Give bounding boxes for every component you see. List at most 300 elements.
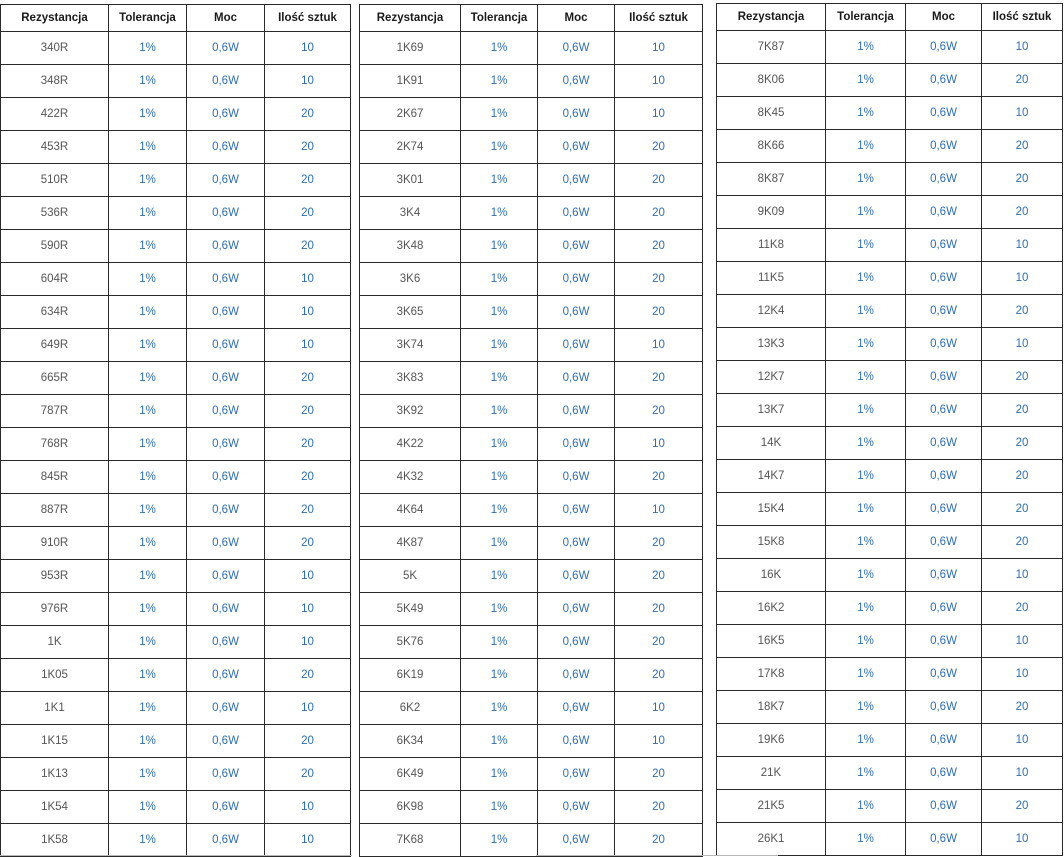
cell-quantity: 10 [265,329,351,362]
cell-quantity: 20 [265,164,351,197]
cell-quantity: 10 [265,263,351,296]
table-row [1,98,351,131]
cell-power: 0,6W [187,626,265,659]
cell-power: 0,6W [538,197,615,230]
cell-tolerance: 1% [109,461,187,494]
cell-resistance: 6K2 [360,692,461,725]
cell-power: 0,6W [187,527,265,560]
cell-resistance: 14K [717,427,826,460]
cell-quantity: 10 [265,824,351,857]
cell-quantity: 20 [615,395,703,428]
cell-quantity: 20 [615,197,703,230]
header-power: Moc [538,5,615,32]
cell-power: 0,6W [906,361,982,394]
cell-resistance: 1K13 [1,758,109,791]
cell-resistance: 665R [1,362,109,395]
cell-resistance: 17K8 [717,658,826,691]
cell-quantity: 20 [615,626,703,659]
cell-tolerance: 1% [826,790,906,823]
table-row [717,97,1063,130]
cell-tolerance: 1% [109,758,187,791]
cell-resistance: 590R [1,230,109,263]
cell-tolerance: 1% [461,395,538,428]
cell-quantity: 20 [265,461,351,494]
cell-resistance: 3K83 [360,362,461,395]
cell-quantity: 10 [615,428,703,461]
cell-tolerance: 1% [109,560,187,593]
cell-power: 0,6W [187,131,265,164]
cell-power: 0,6W [187,329,265,362]
cell-tolerance: 1% [461,560,538,593]
cell-resistance: 13K3 [717,328,826,361]
cell-resistance: 15K4 [717,493,826,526]
cell-power: 0,6W [538,626,615,659]
cell-resistance: 5K [360,560,461,593]
resistor-table-3 [716,3,1063,856]
cell-tolerance: 1% [826,31,906,64]
cell-quantity: 10 [615,725,703,758]
cell-power: 0,6W [538,32,615,65]
cell-power: 0,6W [187,98,265,131]
table-row [717,163,1063,196]
table-row [360,791,703,824]
cell-power: 0,6W [538,164,615,197]
cell-resistance: 887R [1,494,109,527]
cell-tolerance: 1% [461,692,538,725]
cell-power: 0,6W [906,394,982,427]
cell-tolerance: 1% [826,724,906,757]
header-tolerance: Tolerancja [109,5,187,32]
cell-tolerance: 1% [461,131,538,164]
cell-quantity: 20 [615,164,703,197]
cell-quantity: 10 [265,32,351,65]
cell-tolerance: 1% [109,230,187,263]
cell-quantity: 10 [982,757,1063,790]
cell-quantity: 20 [982,592,1063,625]
cell-tolerance: 1% [461,98,538,131]
cell-tolerance: 1% [826,163,906,196]
cell-power: 0,6W [538,824,615,857]
cell-tolerance: 1% [109,65,187,98]
resistor-table-1 [0,4,351,857]
cell-quantity: 10 [615,32,703,65]
divider-line [0,855,352,856]
cell-power: 0,6W [906,724,982,757]
table-row [1,428,351,461]
cell-quantity: 10 [265,560,351,593]
cell-tolerance: 1% [461,824,538,857]
table-row [360,65,703,98]
cell-resistance: 8K06 [717,64,826,97]
cell-tolerance: 1% [109,626,187,659]
cell-quantity: 10 [982,31,1063,64]
cell-power: 0,6W [187,593,265,626]
cell-quantity: 20 [265,494,351,527]
table-row [1,65,351,98]
cell-power: 0,6W [906,229,982,262]
cell-resistance: 19K6 [717,724,826,757]
table-row [1,593,351,626]
cell-power: 0,6W [906,328,982,361]
cell-resistance: 4K64 [360,494,461,527]
cell-resistance: 1K15 [1,725,109,758]
table-row [360,659,703,692]
cell-power: 0,6W [906,691,982,724]
table-row [717,64,1063,97]
table-row [1,560,351,593]
cell-tolerance: 1% [826,625,906,658]
cell-tolerance: 1% [826,757,906,790]
cell-quantity: 20 [982,460,1063,493]
table-row [360,692,703,725]
table-row [1,758,351,791]
table-row [717,31,1063,64]
cell-resistance: 4K87 [360,527,461,560]
cell-power: 0,6W [538,263,615,296]
cell-resistance: 7K68 [360,824,461,857]
table-row [360,395,703,428]
cell-resistance: 3K4 [360,197,461,230]
cell-power: 0,6W [187,560,265,593]
cell-resistance: 1K05 [1,659,109,692]
cell-power: 0,6W [187,791,265,824]
cell-quantity: 20 [982,163,1063,196]
cell-quantity: 20 [982,295,1063,328]
cell-resistance: 649R [1,329,109,362]
cell-quantity: 20 [615,593,703,626]
cell-tolerance: 1% [826,592,906,625]
header-resistance: Rezystancja [717,4,826,31]
table-header-row [717,4,1063,31]
cell-quantity: 20 [265,230,351,263]
table-header-row [360,5,703,32]
cell-power: 0,6W [187,230,265,263]
cell-quantity: 20 [615,659,703,692]
cell-quantity: 20 [615,758,703,791]
header-quantity: Ilość sztuk [265,5,351,32]
table-row [360,164,703,197]
cell-quantity: 20 [265,131,351,164]
cell-resistance: 340R [1,32,109,65]
cell-power: 0,6W [538,296,615,329]
cell-resistance: 3K65 [360,296,461,329]
cell-resistance: 5K76 [360,626,461,659]
cell-quantity: 20 [265,758,351,791]
table-row [1,329,351,362]
cell-quantity: 20 [615,560,703,593]
cell-resistance: 3K6 [360,263,461,296]
cell-tolerance: 1% [109,32,187,65]
cell-tolerance: 1% [461,263,538,296]
cell-tolerance: 1% [826,97,906,130]
cell-tolerance: 1% [461,329,538,362]
cell-quantity: 20 [265,197,351,230]
cell-tolerance: 1% [461,428,538,461]
table-row [717,328,1063,361]
cell-power: 0,6W [906,31,982,64]
cell-power: 0,6W [906,658,982,691]
cell-resistance: 1K69 [360,32,461,65]
table-row [1,263,351,296]
cell-resistance: 11K5 [717,262,826,295]
cell-resistance: 21K [717,757,826,790]
cell-quantity: 10 [982,97,1063,130]
cell-resistance: 12K7 [717,361,826,394]
cell-tolerance: 1% [826,559,906,592]
cell-resistance: 6K34 [360,725,461,758]
cell-resistance: 976R [1,593,109,626]
cell-tolerance: 1% [109,692,187,725]
cell-power: 0,6W [538,461,615,494]
table-row [717,262,1063,295]
table-row [360,824,703,857]
cell-power: 0,6W [906,592,982,625]
cell-resistance: 3K92 [360,395,461,428]
cell-resistance: 2K74 [360,131,461,164]
table-row [1,692,351,725]
table-row [360,626,703,659]
table-row [360,98,703,131]
cell-quantity: 10 [265,593,351,626]
cell-power: 0,6W [538,395,615,428]
table-row [717,658,1063,691]
cell-power: 0,6W [906,295,982,328]
table-row [360,362,703,395]
cell-power: 0,6W [906,130,982,163]
cell-resistance: 1K58 [1,824,109,857]
table-row [1,527,351,560]
cell-tolerance: 1% [826,328,906,361]
cell-quantity: 10 [982,823,1063,856]
cell-quantity: 20 [982,790,1063,823]
cell-resistance: 604R [1,263,109,296]
cell-quantity: 20 [265,98,351,131]
cell-resistance: 768R [1,428,109,461]
cell-resistance: 26K1 [717,823,826,856]
header-resistance: Rezystancja [1,5,109,32]
cell-resistance: 6K19 [360,659,461,692]
cell-resistance: 2K67 [360,98,461,131]
divider-line [536,855,778,856]
cell-power: 0,6W [187,395,265,428]
cell-power: 0,6W [906,64,982,97]
cell-power: 0,6W [538,593,615,626]
table-row [1,626,351,659]
cell-quantity: 20 [615,230,703,263]
table-row [717,823,1063,856]
table-row [717,493,1063,526]
header-resistance: Rezystancja [360,5,461,32]
cell-resistance: 8K66 [717,130,826,163]
table-row [1,494,351,527]
cell-resistance: 4K22 [360,428,461,461]
cell-power: 0,6W [538,362,615,395]
cell-quantity: 20 [265,659,351,692]
cell-tolerance: 1% [109,428,187,461]
cell-power: 0,6W [906,526,982,559]
cell-resistance: 953R [1,560,109,593]
cell-quantity: 20 [982,493,1063,526]
cell-tolerance: 1% [826,295,906,328]
cell-quantity: 20 [615,362,703,395]
cell-tolerance: 1% [109,329,187,362]
cell-power: 0,6W [906,427,982,460]
table-row [360,131,703,164]
table-row [1,461,351,494]
cell-quantity: 20 [615,791,703,824]
table-row [360,758,703,791]
table-row [717,394,1063,427]
cell-tolerance: 1% [109,164,187,197]
cell-power: 0,6W [906,196,982,229]
cell-tolerance: 1% [109,527,187,560]
cell-quantity: 20 [615,131,703,164]
cell-power: 0,6W [187,362,265,395]
cell-quantity: 10 [982,658,1063,691]
cell-resistance: 18K7 [717,691,826,724]
cell-power: 0,6W [187,164,265,197]
cell-resistance: 16K2 [717,592,826,625]
table-header-row [1,5,351,32]
cell-power: 0,6W [538,428,615,461]
table-row [717,361,1063,394]
cell-power: 0,6W [187,65,265,98]
cell-power: 0,6W [906,97,982,130]
cell-power: 0,6W [906,559,982,592]
cell-power: 0,6W [538,692,615,725]
cell-quantity: 10 [265,296,351,329]
cell-resistance: 453R [1,131,109,164]
cell-tolerance: 1% [826,361,906,394]
cell-resistance: 3K74 [360,329,461,362]
cell-power: 0,6W [187,758,265,791]
cell-tolerance: 1% [109,725,187,758]
table-row [360,428,703,461]
cell-tolerance: 1% [461,626,538,659]
cell-quantity: 10 [982,559,1063,592]
table-row [360,560,703,593]
cell-resistance: 21K5 [717,790,826,823]
cell-tolerance: 1% [461,65,538,98]
cell-tolerance: 1% [109,824,187,857]
cell-quantity: 20 [265,362,351,395]
cell-power: 0,6W [538,65,615,98]
header-power: Moc [187,5,265,32]
table-row [1,725,351,758]
cell-tolerance: 1% [461,494,538,527]
cell-resistance: 1K54 [1,791,109,824]
cell-tolerance: 1% [109,593,187,626]
cell-tolerance: 1% [461,791,538,824]
cell-quantity: 10 [615,329,703,362]
cell-tolerance: 1% [461,659,538,692]
cell-quantity: 10 [265,626,351,659]
table-row [717,229,1063,262]
cell-resistance: 6K98 [360,791,461,824]
cell-power: 0,6W [906,625,982,658]
cell-resistance: 536R [1,197,109,230]
cell-resistance: 510R [1,164,109,197]
header-tolerance: Tolerancja [461,5,538,32]
cell-resistance: 14K7 [717,460,826,493]
cell-power: 0,6W [538,659,615,692]
cell-quantity: 20 [265,725,351,758]
cell-quantity: 20 [982,361,1063,394]
cell-tolerance: 1% [109,494,187,527]
cell-tolerance: 1% [461,32,538,65]
cell-power: 0,6W [187,32,265,65]
cell-power: 0,6W [187,659,265,692]
cell-tolerance: 1% [826,691,906,724]
table-row [360,527,703,560]
cell-tolerance: 1% [826,196,906,229]
cell-quantity: 10 [615,65,703,98]
cell-tolerance: 1% [461,593,538,626]
table-row [1,164,351,197]
cell-power: 0,6W [538,98,615,131]
cell-quantity: 10 [265,692,351,725]
cell-resistance: 16K [717,559,826,592]
cell-tolerance: 1% [826,394,906,427]
cell-tolerance: 1% [826,427,906,460]
table-row [717,592,1063,625]
cell-resistance: 5K49 [360,593,461,626]
table-row [717,724,1063,757]
cell-tolerance: 1% [461,197,538,230]
cell-power: 0,6W [187,428,265,461]
cell-quantity: 10 [265,65,351,98]
resistor-table-2 [359,4,703,857]
cell-resistance: 1K [1,626,109,659]
cell-power: 0,6W [538,791,615,824]
cell-resistance: 8K87 [717,163,826,196]
cell-tolerance: 1% [826,64,906,97]
cell-quantity: 20 [982,64,1063,97]
cell-power: 0,6W [906,493,982,526]
cell-power: 0,6W [187,494,265,527]
table-row [717,427,1063,460]
cell-power: 0,6W [187,692,265,725]
cell-tolerance: 1% [826,262,906,295]
table-row [360,197,703,230]
cell-tolerance: 1% [109,98,187,131]
cell-tolerance: 1% [826,526,906,559]
cell-quantity: 10 [982,625,1063,658]
cell-quantity: 20 [265,395,351,428]
table-row [1,659,351,692]
cell-tolerance: 1% [109,296,187,329]
cell-power: 0,6W [906,823,982,856]
cell-tolerance: 1% [461,164,538,197]
cell-tolerance: 1% [461,758,538,791]
cell-tolerance: 1% [461,296,538,329]
cell-tolerance: 1% [461,725,538,758]
table-row [360,230,703,263]
table-row [1,296,351,329]
table-row [717,625,1063,658]
cell-quantity: 20 [982,394,1063,427]
cell-tolerance: 1% [461,230,538,263]
cell-tolerance: 1% [826,658,906,691]
table-row [717,790,1063,823]
table-row [717,757,1063,790]
cell-quantity: 10 [265,791,351,824]
table-row [1,362,351,395]
table-row [360,461,703,494]
cell-quantity: 20 [615,263,703,296]
cell-power: 0,6W [538,560,615,593]
cell-quantity: 20 [982,427,1063,460]
